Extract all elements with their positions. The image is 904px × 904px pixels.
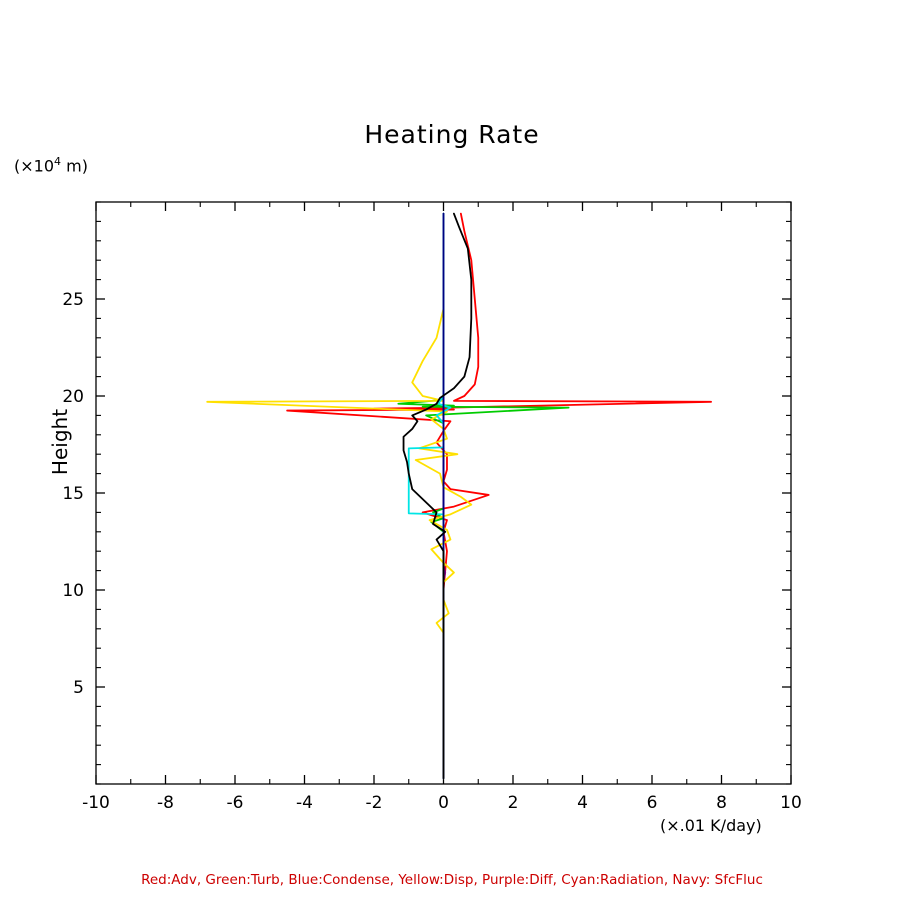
y-tick-label: 5 [73,678,84,698]
series-legend: Red:Adv, Green:Turb, Blue:Condense, Yellow:Disp, Purple:Diff, Cyan:Radiation, Navy: SfcFluc [141,872,763,888]
y-tick-label: 25 [62,290,84,310]
chart-title: Heating Rate [364,120,540,149]
x-tick-label: -2 [365,793,383,813]
x-tick-label: -6 [226,793,244,813]
y-tick-label: 20 [62,387,84,407]
y-axis-label: Height [48,408,72,476]
x-tick-label: 6 [646,793,658,813]
x-tick-label: 2 [507,793,519,813]
y-tick-label: 15 [62,484,84,504]
x-tick-label: 4 [577,793,588,813]
y-axis-units-label: ($\times 10^4$ m) [14,155,88,176]
x-tick-label: -10 [82,793,110,813]
y-tick-label: 10 [62,581,84,601]
x-tick-label: -8 [157,793,174,813]
series-line-total [404,214,472,779]
series-line-adv [287,214,711,779]
x-axis-units-label: (×.01 K/day) [660,816,762,835]
x-tick-label: -4 [296,793,313,813]
x-tick-label: 8 [716,793,727,813]
x-tick-label: 0 [438,793,449,813]
x-tick-label: 10 [780,793,802,813]
series-line-disp [207,214,471,779]
